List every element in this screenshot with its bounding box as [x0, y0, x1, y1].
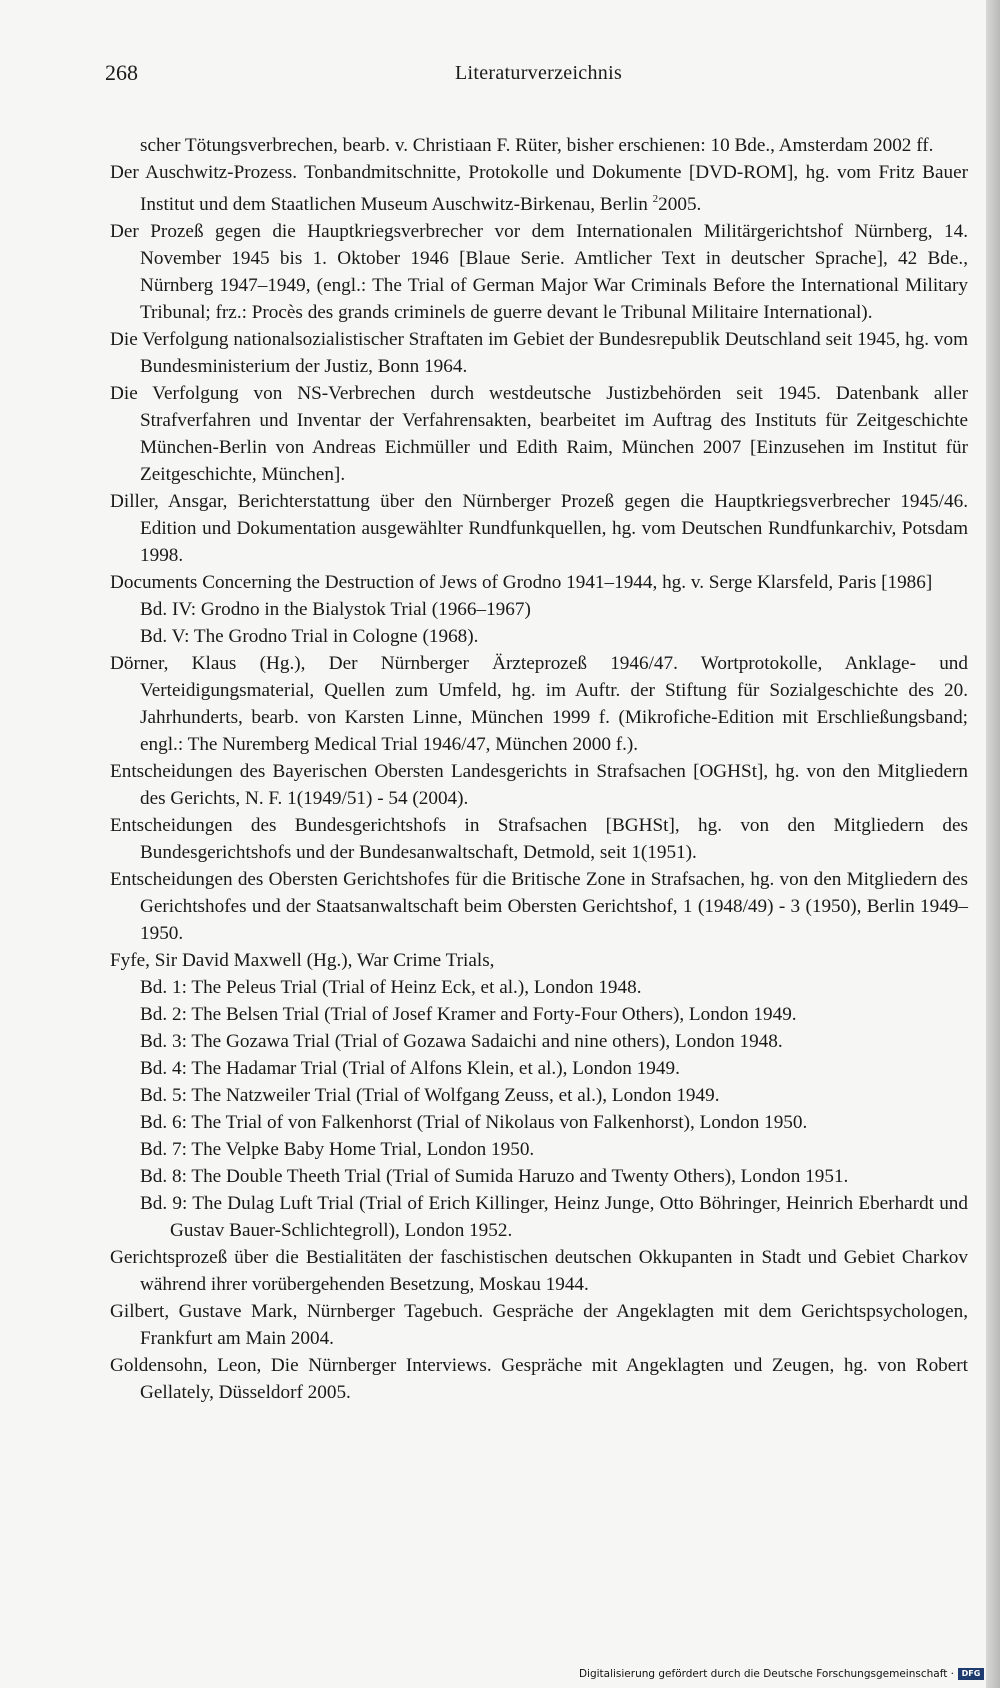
bib-entry: Fyfe, Sir David Maxwell (Hg.), War Crime Trials, — [110, 950, 495, 971]
bib-subentry: Bd. 6: The Trial of von Falkenhorst (Trial of Nikolaus von Falkenhorst), London 1950. — [140, 1112, 808, 1133]
bib-entry: Diller, Ansgar, Berichterstattung über den Nürnberger Prozeß gegen die Hauptkriegsverbrecher 1945/46. Edition und Dokumentation ausgewählter Rundfunkquellen, hg. vom Deutschen Rundfunkarchiv, Potsdam 1998. — [110, 491, 968, 566]
bibliography-list — [110, 132, 968, 1406]
bib-subentry: Bd. 5: The Natzweiler Trial (Trial of Wolfgang Zeuss, et al.), London 1949. — [140, 1085, 720, 1106]
page-edge-shadow — [986, 0, 1000, 1688]
bib-subentry: Bd. 4: The Hadamar Trial (Trial of Alfons Klein, et al.), London 1949. — [140, 1058, 680, 1079]
bib-entry-text: Der Auschwitz-Prozess. Tonbandmitschnitte, Protokolle und Dokumente [DVD-ROM], hg. vom Fritz Bauer Institut und dem Staatlichen Museum Auschwitz-Birkenau, Berlin — [110, 162, 968, 215]
digitization-credit — [579, 1668, 984, 1680]
bib-entry — [110, 159, 968, 218]
bib-entry: Dörner, Klaus (Hg.), Der Nürnberger Ärzteprozeß 1946/47. Wortprotokolle, Anklage- und Verteidigungsmaterial, Quellen zum Umfeld, hg. im Auftr. der Stiftung für Sozialgeschichte des 20. Jahrhunderts, bearb. von Karsten Linne, München 1999 f. (Mikrofiche-Edition mit Erschließungsband; engl.: The Nuremberg Medical Trial 1946/47, München 2000 f.). — [110, 653, 968, 755]
bib-subentry: Bd. 3: The Gozawa Trial (Trial of Gozawa Sadaichi and nine others), London 1948. — [140, 1031, 783, 1052]
bib-subentry: Bd. 2: The Belsen Trial (Trial of Josef Kramer and Forty-Four Others), London 1949. — [140, 1004, 797, 1025]
bib-entry: Entscheidungen des Obersten Gerichtshofes für die Britische Zone in Strafsachen, hg. von den Mitgliedern des Gerichtshofes und der Staatsanwaltschaft beim Obersten Gerichtshof, 1 (1948/49) - 3 (1950), Berlin 1949–1950. — [110, 869, 968, 944]
bib-subentry: Bd. 9: The Dulag Luft Trial (Trial of Erich Killinger, Heinz Junge, Otto Böhringer, Heinrich Eberhardt und Gustav Bauer-Schlichtegroll), London 1952. — [140, 1193, 968, 1241]
credit-text: Digitalisierung gefördert durch die Deutsche Forschungsgemeinschaft · — [578, 1668, 954, 1680]
bib-subentry: Bd. 7: The Velpke Baby Home Trial, London 1950. — [140, 1139, 535, 1160]
bib-entry: Die Verfolgung nationalsozialistischer Straftaten im Gebiet der Bundesrepublik Deutschland seit 1945, hg. vom Bundesministerium der Justiz, Bonn 1964. — [110, 329, 968, 377]
bib-entry: Entscheidungen des Bundesgerichtshofs in Strafsachen [BGHSt], hg. von den Mitgliedern des Bundesgerichtshofs und der Bundesanwaltschaft, Detmold, seit 1(1951). — [110, 815, 968, 863]
bib-subentry: Bd. IV: Grodno in the Bialystok Trial (1966–1967) — [140, 599, 531, 620]
bib-entry: Die Verfolgung von NS-Verbrechen durch westdeutsche Justizbehörden seit 1945. Datenbank aller Strafverfahren und Inventar der Verfahrensakten, bearbeitet im Auftrag des Instituts für Zeitgeschichte München-Berlin von Andreas Eichmüller und Edith Raim, München 2007 [Einzusehen im Institut für Zeitgeschichte, München]. — [110, 383, 968, 485]
bib-subentry: Bd. V: The Grodno Trial in Cologne (1968). — [140, 626, 479, 647]
edition-superscript: 2 — [652, 193, 659, 205]
bib-entry: Documents Concerning the Destruction of Jews of Grodno 1941–1944, hg. v. Serge Klarsfeld, Paris [1986] — [110, 572, 933, 593]
dfg-logo: DFG — [958, 1668, 984, 1680]
page-number: 268 — [105, 60, 138, 85]
bib-entry: Der Prozeß gegen die Hauptkriegsverbrecher vor dem Internationalen Militärgerichtshof Nürnberg, 14. November 1945 bis 1. Oktober 1946 [Blaue Serie. Amtlicher Text in deutscher Sprache], 42 Bde., Nürnberg 1947–1949, (engl.: The Trial of German Major War Criminals Before the International Military Tribunal; frz.: Procès des grands criminels de guerre devant le Tribunal Militaire International). — [110, 221, 968, 323]
bib-entry: scher Tötungsverbrechen, bearb. v. Christiaan F. Rüter, bisher erschienen: 10 Bde., Amsterdam 2002 ff. — [140, 135, 934, 156]
bib-entry: Gilbert, Gustave Mark, Nürnberger Tagebuch. Gespräche der Angeklagten mit dem Gerichtspsychologen, Frankfurt am Main 2004. — [110, 1301, 968, 1349]
bib-subentry: Bd. 8: The Double Theeth Trial (Trial of Sumida Haruzo and Twenty Others), London 1951. — [140, 1166, 849, 1187]
bib-entry-year: 2005. — [658, 194, 702, 215]
bib-entry: Entscheidungen des Bayerischen Obersten Landesgerichts in Strafsachen [OGHSt], hg. von den Mitgliedern des Gerichts, N. F. 1(1949/51) - 54 (2004). — [110, 761, 968, 809]
running-title: Literaturverzeichnis — [455, 62, 623, 84]
bib-subentry: Bd. 1: The Peleus Trial (Trial of Heinz Eck, et al.), London 1948. — [140, 977, 642, 998]
bib-entry: Goldensohn, Leon, Die Nürnberger Interviews. Gespräche mit Angeklagten und Zeugen, hg. von Robert Gellately, Düsseldorf 2005. — [110, 1355, 968, 1403]
bib-entry: Gerichtsprozeß über die Bestialitäten der faschistischen deutschen Okkupanten in Stadt und Gebiet Charkov während ihrer vorübergehenden Besetzung, Moskau 1944. — [110, 1247, 968, 1295]
